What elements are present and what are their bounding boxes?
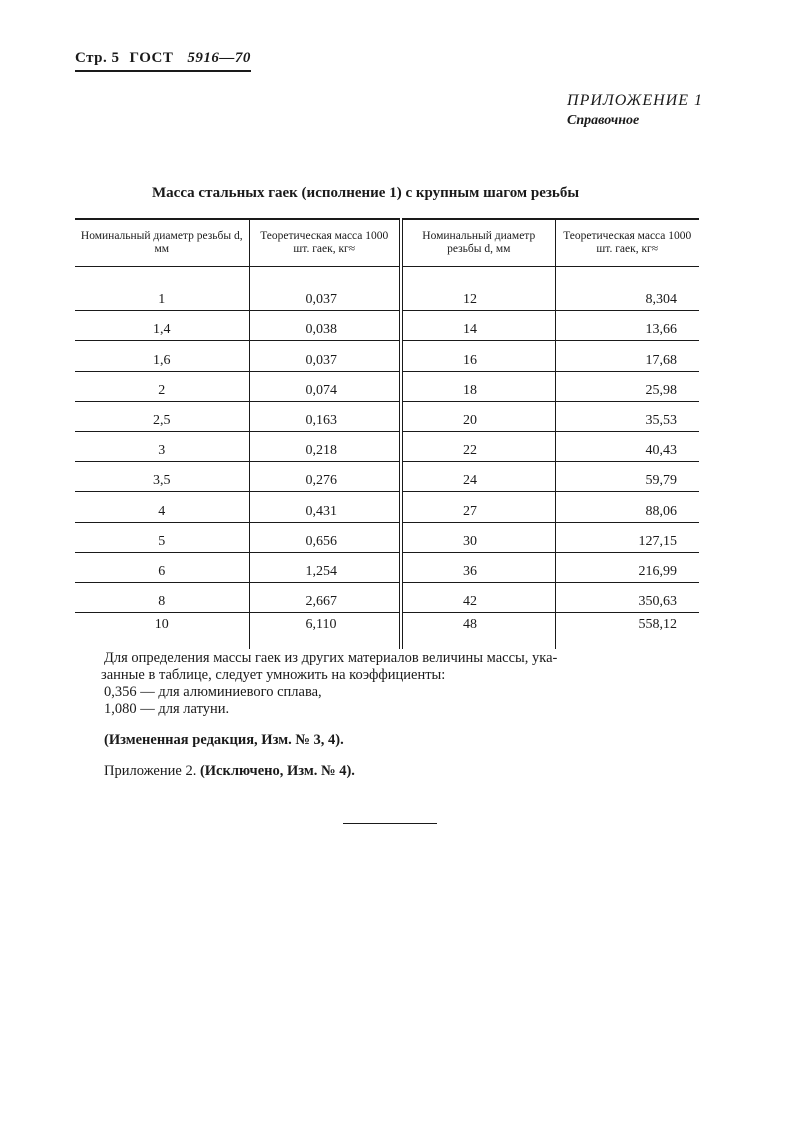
table-row xyxy=(75,371,699,401)
cell-mass: 0,656 xyxy=(249,522,401,552)
cell-mass: 0,431 xyxy=(249,492,401,522)
cell-diameter: 42 xyxy=(401,582,555,612)
cell-mass: 558,12 xyxy=(638,617,677,633)
cell-diameter: 48 xyxy=(401,613,555,650)
cell-mass: 0,038 xyxy=(249,311,401,341)
cell-diameter: 27 xyxy=(401,492,555,522)
table-row xyxy=(75,552,699,582)
cell-diameter: 1 xyxy=(75,267,249,311)
cell-diameter: 4 xyxy=(75,492,249,522)
table-row xyxy=(75,492,699,522)
appendix-type: Справочное xyxy=(567,113,640,128)
cell-diameter: 24 xyxy=(401,462,555,492)
cell-mass: 13,66 xyxy=(555,311,699,341)
cell-diameter: 10 xyxy=(75,613,249,650)
cell-diameter: 22 xyxy=(401,431,555,461)
cell-mass: 2,667 xyxy=(249,582,401,612)
cell-diameter: 36 xyxy=(401,552,555,582)
cell-diameter: 30 xyxy=(401,522,555,552)
cell-mass: 127,15 xyxy=(555,522,699,552)
cell-mass: 0,218 xyxy=(249,431,401,461)
table-note xyxy=(101,650,704,780)
table-row xyxy=(75,341,699,371)
appendix-2-status: (Исключено, Изм. № 4). xyxy=(199,763,355,779)
header-mass-2: Теоретическая масса 1000 шт. гаек, кг≈ xyxy=(555,219,699,267)
appendix-2-note xyxy=(104,763,704,780)
cell-diameter: 12 xyxy=(401,267,555,311)
appendix-2-label: Приложение 2. xyxy=(104,763,197,779)
cell-diameter: 8 xyxy=(75,582,249,612)
cell-mass: 25,98 xyxy=(555,371,699,401)
cell-diameter: 2 xyxy=(75,371,249,401)
header-diameter-1: Номинальный диаметр резьбы d, мм xyxy=(75,219,249,267)
cell-mass: 1,254 xyxy=(249,552,401,582)
note-line-1: Для определения массы гаек из других материалов величины массы, ука- xyxy=(104,650,558,666)
table-row xyxy=(75,431,699,461)
cell-diameter: 3,5 xyxy=(75,462,249,492)
table-row xyxy=(75,582,699,612)
cell-diameter: 16 xyxy=(401,341,555,371)
cell-mass: 0,276 xyxy=(249,462,401,492)
cell-diameter: 1,4 xyxy=(75,311,249,341)
edition-note: (Измененная редакция, Изм. № 3, 4). xyxy=(104,732,344,748)
cell-mass: 88,06 xyxy=(555,492,699,522)
standard-number: 5916—70 xyxy=(187,50,251,66)
note-line-2: занные в таблице, следует умножить на коэффициенты: xyxy=(101,667,446,683)
cell-mass: 8,304 xyxy=(555,267,699,311)
page-header xyxy=(75,50,251,72)
coefficient-brass: 1,080 — для латуни. xyxy=(104,701,230,717)
coefficient-aluminium: 0,356 — для алюминиевого сплава, xyxy=(104,684,322,700)
header-mass-1: Теоретическая масса 1000 шт. гаек, кг≈ xyxy=(249,219,401,267)
cell-mass: 0,163 xyxy=(249,401,401,431)
nut-mass-table xyxy=(75,218,699,649)
cell-mass: 216,99 xyxy=(555,552,699,582)
cell-diameter: 18 xyxy=(401,371,555,401)
cell-mass: 35,53 xyxy=(555,401,699,431)
table-title: Масса стальных гаек (исполнение 1) с крупным шагом резьбы xyxy=(152,185,580,201)
cell-diameter: 3 xyxy=(75,431,249,461)
appendix-heading xyxy=(567,92,703,129)
table-row xyxy=(75,267,699,311)
cell-diameter: 1,6 xyxy=(75,341,249,371)
cell-diameter: 5 xyxy=(75,522,249,552)
table-row xyxy=(75,401,699,431)
end-rule xyxy=(343,823,437,824)
header-diameter-2: Номинальный диаметр резьбы d, мм xyxy=(401,219,555,267)
cell-diameter: 14 xyxy=(401,311,555,341)
table-row xyxy=(75,522,699,552)
cell-mass: 0,074 xyxy=(249,371,401,401)
table-row xyxy=(75,613,699,650)
table-header-row xyxy=(75,219,699,267)
cell-diameter: 20 xyxy=(401,401,555,431)
appendix-title: ПРИЛОЖЕНИЕ 1 xyxy=(567,92,703,109)
cell-diameter: 2,5 xyxy=(75,401,249,431)
cell-mass: 17,68 xyxy=(555,341,699,371)
standard-label: ГОСТ xyxy=(129,50,174,66)
table-row xyxy=(75,462,699,492)
table-row xyxy=(75,311,699,341)
cell-mass: 350,63 xyxy=(555,582,699,612)
cell-mass: 0,037 xyxy=(249,267,401,311)
page-number: Стр. 5 xyxy=(75,50,120,66)
cell-mass: 0,037 xyxy=(249,341,401,371)
cell-mass: 59,79 xyxy=(555,462,699,492)
cell-mass: 40,43 xyxy=(555,431,699,461)
cell-diameter: 6 xyxy=(75,552,249,582)
cell-mass: 6,110 xyxy=(249,613,401,650)
